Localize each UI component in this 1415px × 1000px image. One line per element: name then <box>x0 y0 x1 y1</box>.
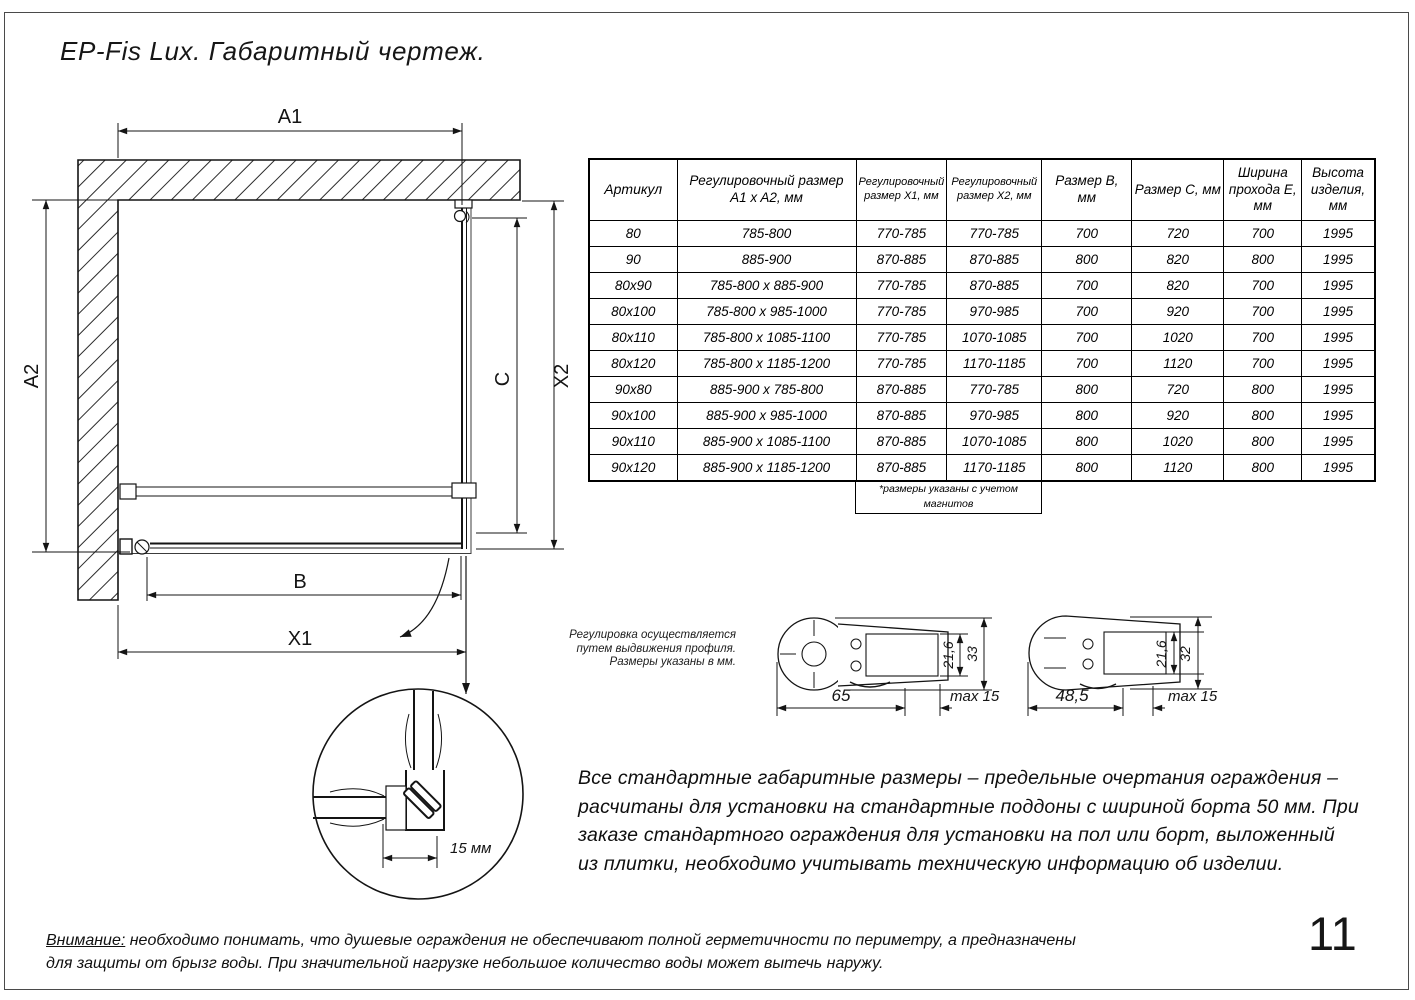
table-cell: 870-885 <box>947 247 1042 273</box>
warning-line <box>46 929 1076 952</box>
fixed-glass-panel <box>455 200 473 554</box>
page-title: EP-Fis Lux. Габаритный чертеж. <box>60 36 486 66</box>
wall-section <box>78 160 520 600</box>
table-cell: 920 <box>1132 299 1224 325</box>
paragraph-line: Все стандартные габаритные размеры – предельные очертания ограждения – <box>578 767 1339 789</box>
wall-bracket <box>455 200 472 208</box>
table-cell: 1995 <box>1302 273 1375 299</box>
table-cell: 770-785 <box>856 221 947 247</box>
table-cell: 700 <box>1042 325 1132 351</box>
column-header: Регулировочный размер X1, мм <box>856 159 947 221</box>
table-cell: 885-900 x 1185-1200 <box>677 455 856 482</box>
table-cell: 1070-1085 <box>947 325 1042 351</box>
table-cell: 1995 <box>1302 377 1375 403</box>
table-cell: 1995 <box>1302 429 1375 455</box>
table-cell: 970-985 <box>947 299 1042 325</box>
table-cell: 800 <box>1224 377 1302 403</box>
profile-right-height-label: 32 <box>1177 646 1193 662</box>
table-cell: 885-900 x 785-800 <box>677 377 856 403</box>
table-cell: 90x100 <box>589 403 677 429</box>
table-cell: 785-800 x 885-900 <box>677 273 856 299</box>
table-cell: 1120 <box>1132 351 1224 377</box>
dimension-a2-label: A2 <box>21 363 43 389</box>
door-glass-panel <box>118 539 471 554</box>
table-cell: 90x80 <box>589 377 677 403</box>
table-cell: 1120 <box>1132 455 1224 482</box>
table-row <box>589 325 1375 351</box>
table-header-row <box>589 159 1375 221</box>
table-cell: 90x120 <box>589 455 677 482</box>
adjustment-note-line: путем выдвижения профиля. <box>576 642 736 655</box>
warning-text: необходимо понимать, что душевые ограждения не обеспечивают полной герметичности по периметру, а предназначены <box>125 932 1076 949</box>
table-cell: 870-885 <box>856 403 947 429</box>
table-cell: 800 <box>1042 247 1132 273</box>
page-number: 11 <box>1308 907 1357 960</box>
table-cell: 800 <box>1042 403 1132 429</box>
plan-view <box>78 160 520 637</box>
table-row <box>589 247 1375 273</box>
dimension-x1-label: X1 <box>287 628 313 650</box>
table-cell: 870-885 <box>856 455 947 482</box>
table-cell: 920 <box>1132 403 1224 429</box>
table-cell: 700 <box>1224 325 1302 351</box>
profile-left-height-label: 33 <box>964 646 980 662</box>
table-cell: 885-900 x 1085-1100 <box>677 429 856 455</box>
table-cell: 700 <box>1042 221 1132 247</box>
table-cell: 870-885 <box>856 247 947 273</box>
table-cell: 785-800 x 985-1000 <box>677 299 856 325</box>
table-cell: 80 <box>589 221 677 247</box>
table-row <box>589 273 1375 299</box>
adjustment-note-line: Регулировка осуществляется <box>569 629 736 641</box>
profile-right-inner-height-label: 21,6 <box>1153 640 1169 668</box>
table-cell: 800 <box>1042 455 1132 482</box>
table-cell: 770-785 <box>856 273 947 299</box>
column-header: Регулировочный размер A1 x A2, мм <box>677 159 856 221</box>
column-header: Размер B, мм <box>1042 159 1132 221</box>
column-header: Регулировочный размер X2, мм <box>947 159 1042 221</box>
profile-left-inner-height-label: 21,6 <box>940 641 956 669</box>
table-cell: 970-985 <box>947 403 1042 429</box>
table-cell: 770-785 <box>856 299 947 325</box>
column-header: Артикул <box>589 159 677 221</box>
detail-dimension-label: 15 мм <box>450 840 492 857</box>
profile-left-width-label: 65 <box>831 686 851 705</box>
table-cell: 1995 <box>1302 325 1375 351</box>
table-cell: 800 <box>1224 429 1302 455</box>
table-cell: 770-785 <box>947 221 1042 247</box>
table-cell: 820 <box>1132 273 1224 299</box>
table-cell: 1170-1185 <box>947 351 1042 377</box>
table-cell: 90x110 <box>589 429 677 455</box>
table-cell: 785-800 <box>677 221 856 247</box>
table-cell: 800 <box>1224 247 1302 273</box>
table-cell: 785-800 x 1185-1200 <box>677 351 856 377</box>
dimension-a1-label: A1 <box>277 106 303 128</box>
installation-paragraph <box>578 764 1359 878</box>
table-cell: 870-885 <box>856 429 947 455</box>
table-cell: 1995 <box>1302 299 1375 325</box>
table-cell: 885-900 x 985-1000 <box>677 403 856 429</box>
table-cell: 1020 <box>1132 429 1224 455</box>
table-cell: 1070-1085 <box>947 429 1042 455</box>
dimensions-table <box>588 158 1376 482</box>
door-swing-arc <box>400 558 449 637</box>
dimension-b-label: B <box>293 571 307 593</box>
table-row <box>589 377 1375 403</box>
table-cell: 90 <box>589 247 677 273</box>
profile-left-max-label: max 15 <box>950 688 1000 705</box>
table-cell: 785-800 x 1085-1100 <box>677 325 856 351</box>
dimension-x2-label: X2 <box>551 363 573 389</box>
table-cell: 800 <box>1224 455 1302 482</box>
table-row <box>589 221 1375 247</box>
column-header: Высота изделия, мм <box>1302 159 1375 221</box>
table-cell: 1020 <box>1132 325 1224 351</box>
profile-right-max-label: max 15 <box>1168 688 1218 705</box>
table-cell: 700 <box>1224 273 1302 299</box>
table-cell: 700 <box>1224 299 1302 325</box>
dimension-c-label: C <box>492 371 514 387</box>
table-cell: 770-785 <box>856 351 947 377</box>
table-cell: 800 <box>1224 403 1302 429</box>
table-row <box>589 455 1375 482</box>
corner-detail <box>313 556 523 899</box>
warning-line: для защиты от брызг воды. При значительной нагрузке небольшое количество воды может вытечь наружу. <box>46 955 884 972</box>
table-cell: 700 <box>1042 273 1132 299</box>
warning-note <box>46 929 1076 975</box>
table-cell: 80x110 <box>589 325 677 351</box>
profile-right-width-label: 48,5 <box>1055 686 1089 705</box>
paragraph-line: расчитаны для установки на стандартные поддоны с шириной борта 50 мм. При <box>578 795 1359 818</box>
table-cell: 1995 <box>1302 455 1375 482</box>
table-row <box>589 403 1375 429</box>
table-cell: 1995 <box>1302 247 1375 273</box>
paragraph-line: заказе стандартного ограждения для установки на пол или борт, выложенный <box>578 824 1335 846</box>
table-cell: 80x120 <box>589 351 677 377</box>
table-cell: 1170-1185 <box>947 455 1042 482</box>
table-cell: 800 <box>1042 429 1132 455</box>
column-header: Размер C, мм <box>1132 159 1224 221</box>
table-row <box>589 351 1375 377</box>
table-cell: 1995 <box>1302 221 1375 247</box>
table-cell: 720 <box>1132 377 1224 403</box>
table-cell: 700 <box>1042 299 1132 325</box>
table-cell: 820 <box>1132 247 1224 273</box>
table-cell: 700 <box>1224 221 1302 247</box>
table-cell: 770-785 <box>947 377 1042 403</box>
paragraph-line: из плитки, необходимо учитывать техническую информацию об изделии. <box>578 852 1284 875</box>
table-cell: 80x100 <box>589 299 677 325</box>
adjustment-note <box>556 629 736 670</box>
table-footnote: *размеры указаны с учетом магнитов <box>855 480 1042 514</box>
adjustment-note-line: Размеры указаны в мм. <box>609 656 736 668</box>
table-cell: 770-785 <box>856 325 947 351</box>
column-header: Ширина прохода E, мм <box>1224 159 1302 221</box>
table-row <box>589 429 1375 455</box>
stabilizer-bar <box>120 483 476 499</box>
warning-label: Внимание: <box>46 932 126 949</box>
table-cell: 870-885 <box>856 377 947 403</box>
table-cell: 1995 <box>1302 351 1375 377</box>
table-cell: 870-885 <box>947 273 1042 299</box>
table-cell: 1995 <box>1302 403 1375 429</box>
table-cell: 700 <box>1224 351 1302 377</box>
table-cell: 700 <box>1042 351 1132 377</box>
table-cell: 885-900 <box>677 247 856 273</box>
table-cell: 720 <box>1132 221 1224 247</box>
table-cell: 80x90 <box>589 273 677 299</box>
table-body <box>589 221 1375 482</box>
table-cell: 800 <box>1042 377 1132 403</box>
table-row <box>589 299 1375 325</box>
